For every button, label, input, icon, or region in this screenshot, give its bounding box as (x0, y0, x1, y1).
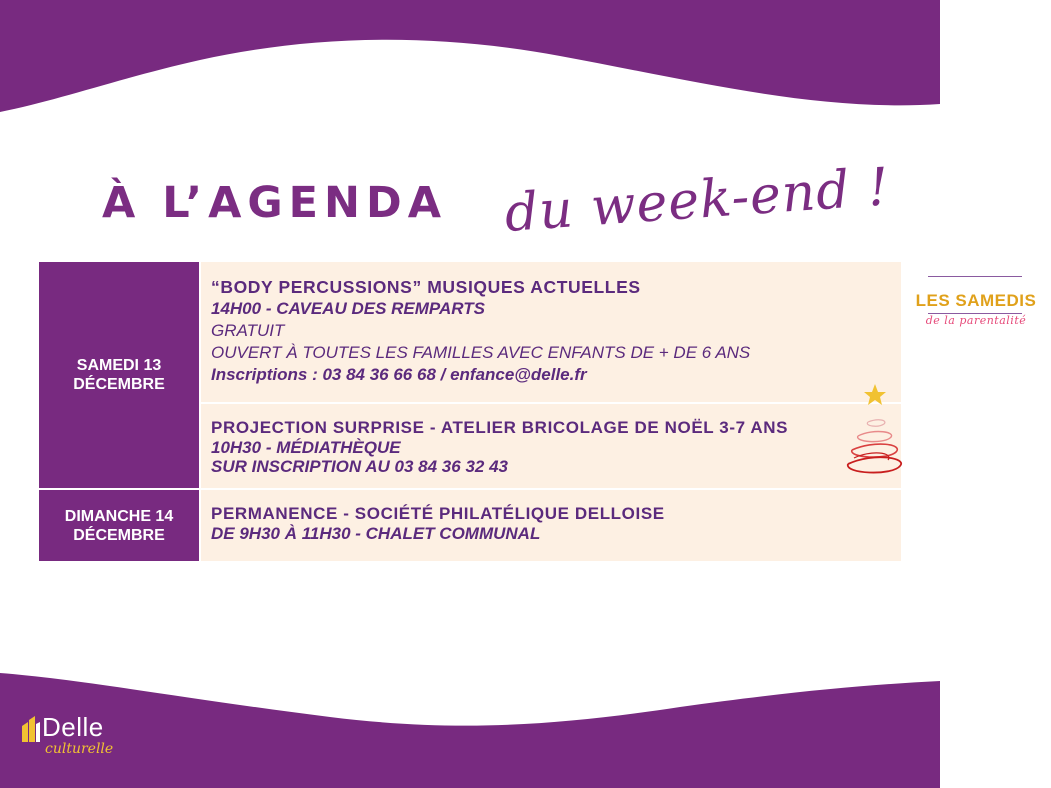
badge-rule (928, 276, 1022, 277)
event-audience: OUVERT À TOUTES LES FAMILLES AVEC ENFANTS DE + DE 6 ANS (211, 343, 751, 362)
event-title: PERMANENCE - SOCIÉTÉ PHILATÉLIQUE DELLOISE (211, 504, 665, 523)
christmas-tree-icon (838, 378, 908, 480)
event-projection-surprise (201, 404, 901, 488)
logo-subtitle: culturelle (45, 741, 114, 757)
logo-word: Delle (42, 712, 104, 742)
heading-main: À L’AGENDA (102, 178, 448, 228)
event-body-percussions (201, 262, 1037, 402)
delle-logo-icon (20, 716, 40, 744)
event-time-place: 14H00 - CAVEAU DES REMPARTS (211, 299, 485, 318)
top-wave (0, 0, 940, 130)
delle-culturelle-logo (20, 712, 160, 772)
agenda-heading (0, 157, 940, 260)
event-permanence-philatelique (201, 490, 901, 561)
badge-title: LES SAMEDIS (915, 291, 1037, 310)
day-label-line: DÉCEMBRE (73, 526, 165, 544)
day-label-line: DIMANCHE 14 (64, 507, 174, 525)
day-sunday (39, 490, 199, 561)
day-saturday (39, 262, 199, 488)
heading-script: du week-end ! (502, 157, 892, 244)
event-time-place: 10H30 - MÉDIATHÈQUE (211, 437, 401, 457)
event-contact: SUR INSCRIPTION AU 03 84 36 32 43 (211, 457, 508, 476)
agenda-table (39, 262, 1037, 561)
event-time-place: DE 9H30 À 11H30 - CHALET COMMUNAL (211, 523, 541, 543)
badge-subtitle: de la parentalité (925, 314, 1027, 327)
samedis-parentalite-badge (901, 274, 1051, 327)
day-label-line: DÉCEMBRE (73, 376, 165, 393)
day-label-line: SAMEDI 13 (76, 357, 162, 374)
event-contact: Inscriptions : 03 84 36 66 68 / enfance@delle.fr (211, 365, 587, 384)
event-title: PROJECTION SURPRISE - ATELIER BRICOLAGE DE NOËL 3-7 ANS (211, 418, 789, 437)
event-title: “BODY PERCUSSIONS” MUSIQUES ACTUELLES (211, 277, 641, 297)
event-price: GRATUIT (211, 321, 285, 340)
